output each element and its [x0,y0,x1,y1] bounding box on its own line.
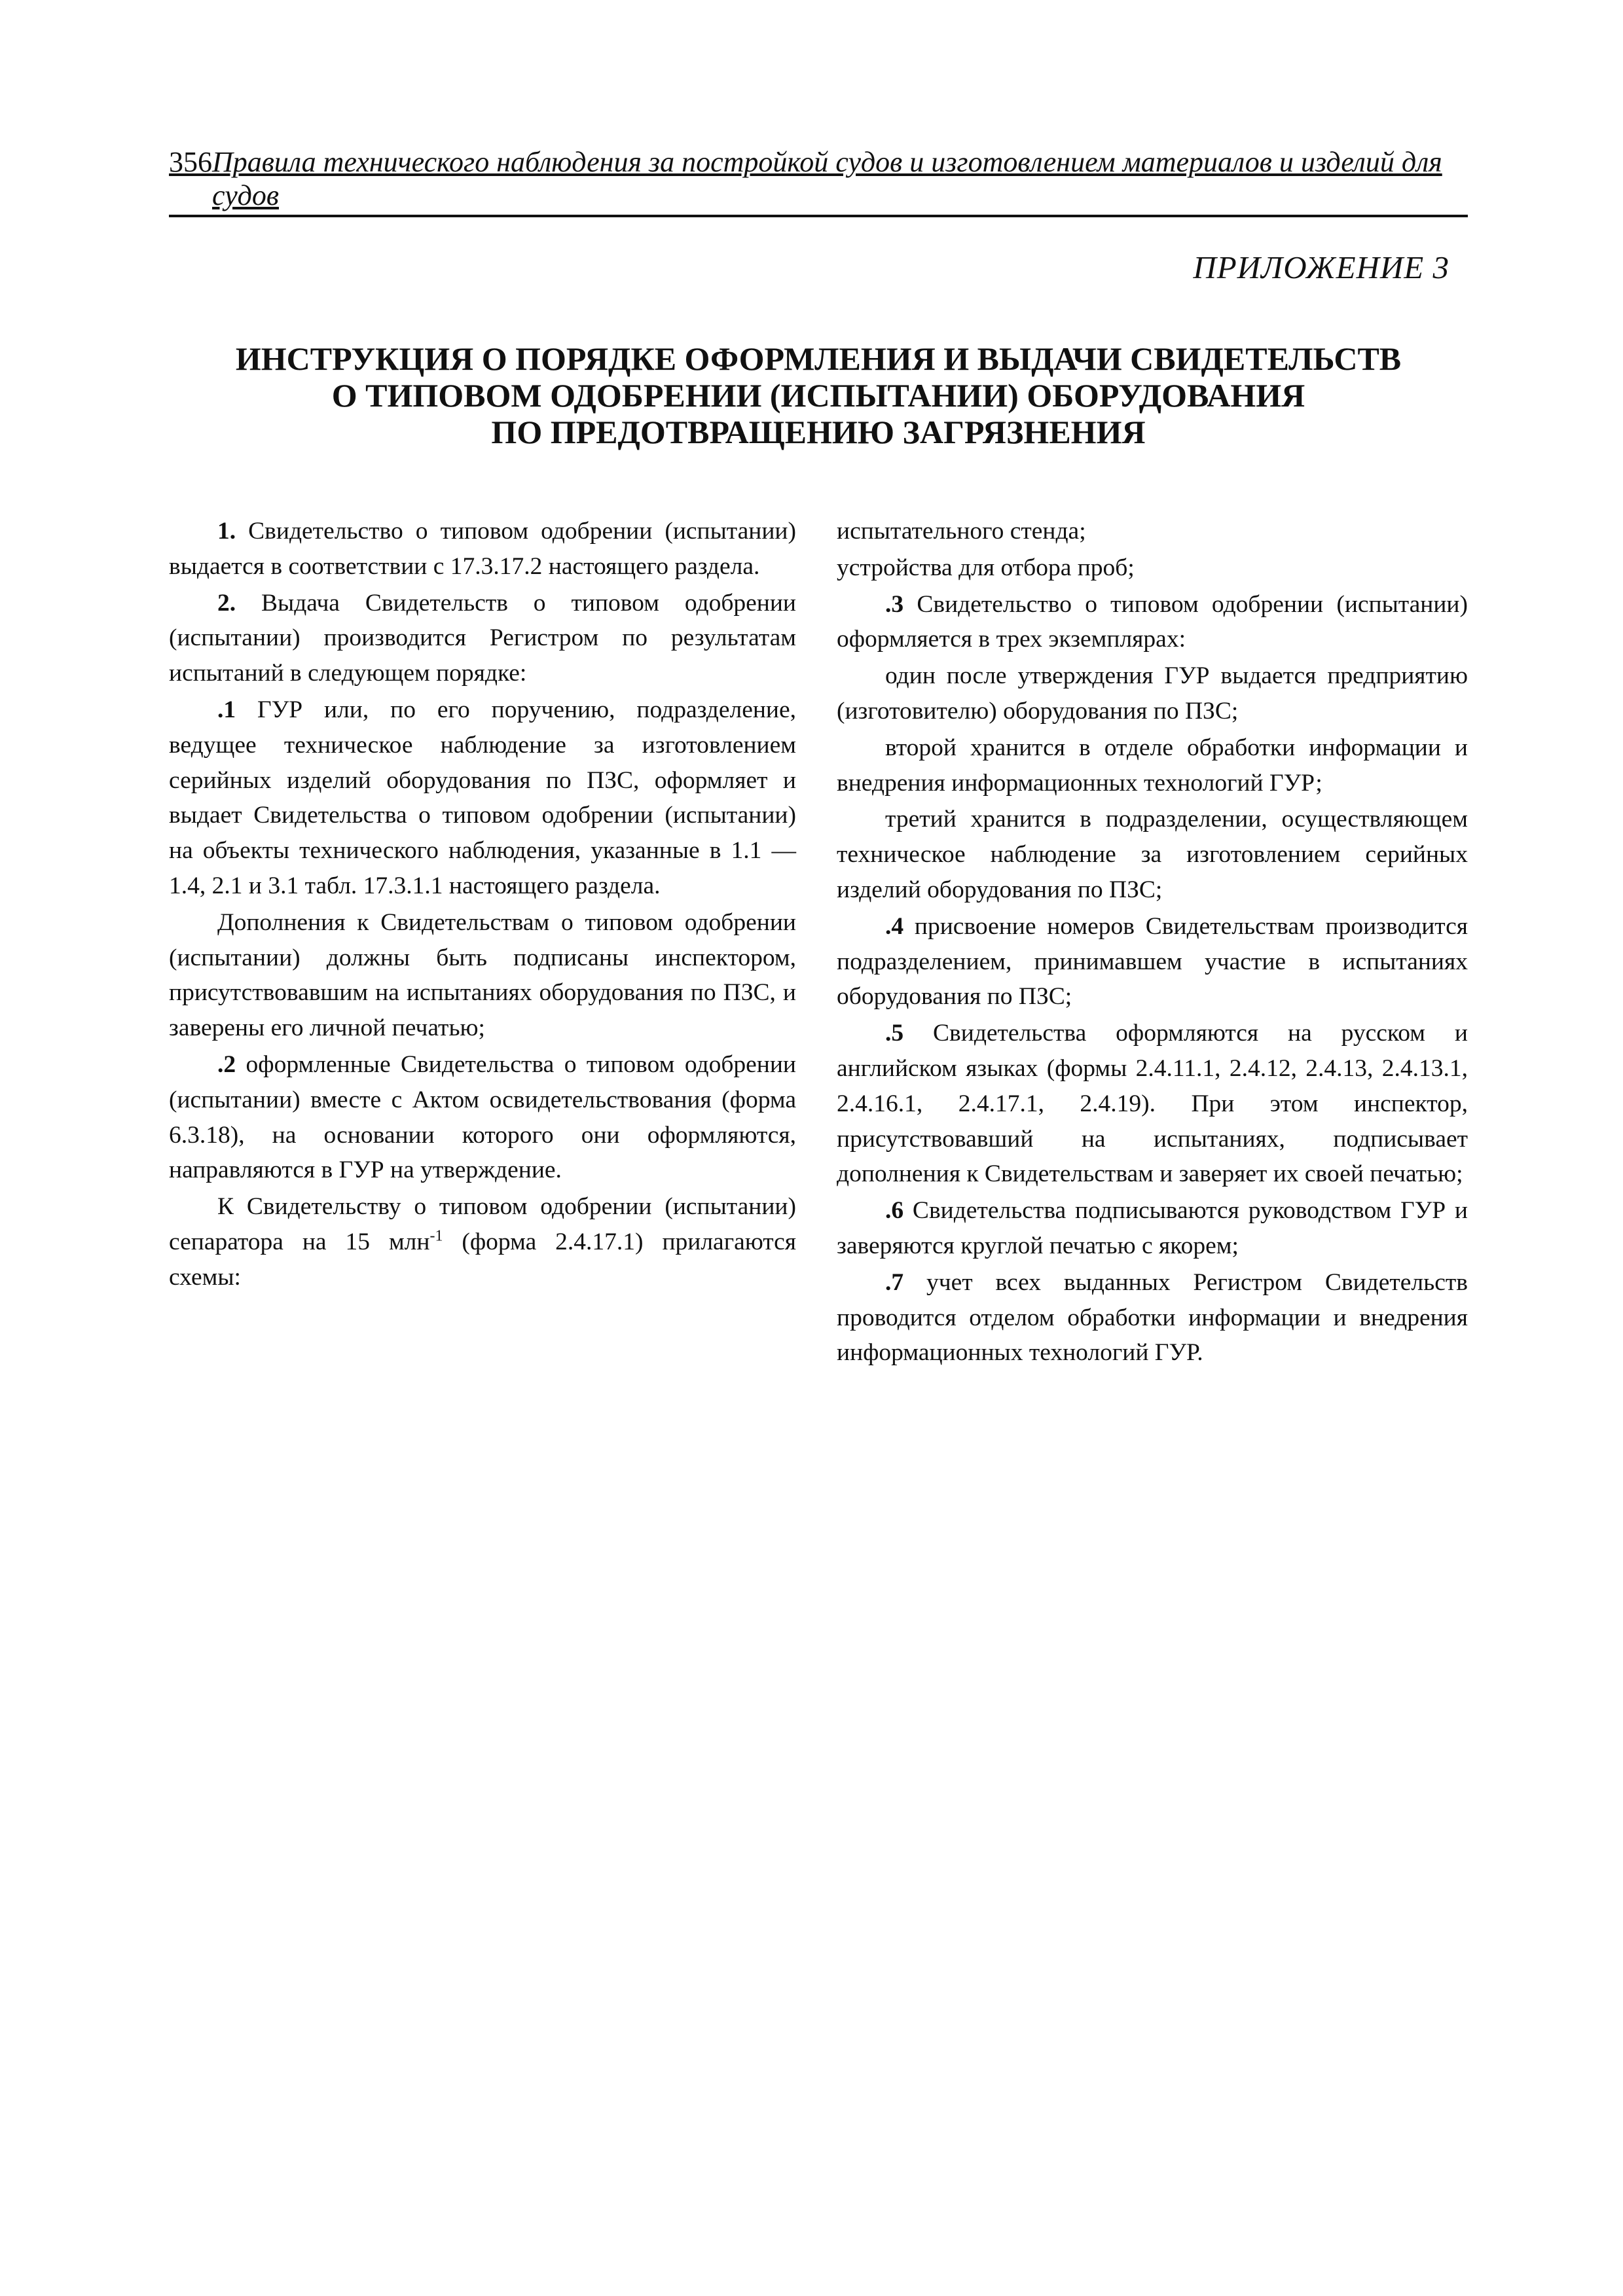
paragraph-2-2 [169,1047,796,1188]
paragraph-copy-2 [837,730,1468,801]
item-number: .1 [217,696,236,723]
paragraph-2-1 [169,692,796,904]
item-number: .6 [885,1197,904,1225]
right-column [837,514,1468,1372]
paragraph-additions [169,905,796,1046]
paragraph-text: ГУР или, по его поручению, подразделение, ведущее техническое наблюдение за изготовлением серийных изделий оборудования по ПЗС, оформляет и выдает Свидетельства о типовом одобрении (испытании) на объекты технического наблюдения, указанные в 1.1 — 1.4, 2.1 и 3.1 табл. 17.3.1.1 настоящего раздела. [169,696,796,899]
item-number: .2 [217,1050,236,1078]
running-title: Правила технического наблюдения за постройкой судов и изготовлением материалов и изделий для судов [212,146,1442,211]
paragraph-text: второй хранится в отделе обработки информации и внедрения информационных технологий ГУР; [837,734,1468,797]
paragraph-text: учет всех выданных Регистром Свидетельств проводится отделом обработки информации и внедрения информационных технологий ГУР. [837,1268,1468,1367]
superscript: -1 [429,1227,443,1245]
paragraph-2-6 [837,1193,1468,1264]
paragraph-separator [169,1189,796,1295]
paragraph-copy-3 [837,802,1468,907]
left-column [169,514,796,1297]
paragraph-text: Свидетельство о типовом одобрении (испытании) выдается в соответствии с 17.3.17.2 настоящего раздела. [169,518,796,580]
paragraph-text: Свидетельства подписываются руководством ГУР и заверяются круглой печатью с якорем; [837,1197,1468,1259]
title-line-1: ИНСТРУКЦИЯ О ПОРЯДКЕ ОФОРМЛЕНИЯ И ВЫДАЧИ СВИДЕТЕЛЬСТВ [235,340,1402,377]
paragraph-text: Свидетельство о типовом одобрении (испытании) оформляется в трех экземплярах: [837,590,1468,653]
paragraph-copy-1 [837,658,1468,729]
paragraph-text: Дополнения к Свидетельствам о типовом одобрении (испытании) должны быть подписаны инспектором, присутствовавшим на испытаниях оборудования по ПЗС, и заверены его личной печатью; [169,908,796,1042]
paragraph-text: устройства для отбора проб; [837,554,1135,581]
paragraph-2 [169,586,796,691]
paragraph-2-7 [837,1265,1468,1371]
paragraph-text: испытательного стенда; [837,518,1086,545]
item-number: .7 [885,1268,904,1296]
item-number: .4 [885,912,904,940]
page-number: 356 [169,146,212,178]
title-line-3: ПО ПРЕДОТВРАЩЕНИЮ ЗАГРЯЗНЕНИЯ [491,414,1146,450]
item-number: .3 [885,590,904,618]
paragraph-sampling [837,550,1468,586]
document-title [169,340,1468,450]
paragraph-2-5 [837,1016,1468,1192]
paragraph-text: третий хранится в подразделении, осуществляющем техническое наблюдение за изготовлением серийных изделий оборудования по ПЗС; [837,806,1468,903]
paragraph-text: оформленные Свидетельства о типовом одобрении (испытании) вместе с Актом освидетельствования (форма 6.3.18), на основании которого они оформляются, направляются в ГУР на утверждение. [169,1050,796,1184]
paragraph-1 [169,514,796,584]
item-number: 1. [217,518,236,545]
paragraph-2-3 [837,587,1468,658]
paragraph-2-4 [837,909,1468,1014]
paragraph-text: присвоение номеров Свидетельствам производится подразделением, принимавшем участие в испытаниях оборудования по ПЗС; [837,912,1468,1011]
paragraph-text: один после утверждения ГУР выдается предприятию (изготовителю) оборудования по ПЗС; [837,662,1468,725]
item-number: .5 [885,1020,904,1047]
paragraph-text: К Свидетельству о типовом одобрении (испытании) сепаратора на 15 млн [169,1193,796,1255]
appendix-label: ПРИЛОЖЕНИЕ 3 [1193,249,1450,285]
title-line-2: О ТИПОВОМ ОДОБРЕНИИ (ИСПЫТАНИИ) ОБОРУДОВАНИЯ [331,377,1305,414]
page-header [169,145,1468,217]
paragraph-text: Свидетельства оформляются на русском и английском языках (формы 2.4.11.1, 2.4.12, 2.4.13, 2.4.13.1, 2.4.16.1, 2.4.17.1, 2.4.19). При этом инспектор, присутствовавший на испытаниях, подписывает дополнения к Свидетельствам и заверяет их своей печатью; [837,1020,1468,1188]
paragraph-text: (форма 2.4.17.1) прилагаются схемы: [169,1228,796,1291]
item-number: 2. [217,589,236,617]
paragraph-text: Выдача Свидетельств о типовом одобрении (испытании) производится Регистром по результатам испытаний в следующем порядке: [169,589,796,687]
paragraph-stand [837,514,1468,549]
